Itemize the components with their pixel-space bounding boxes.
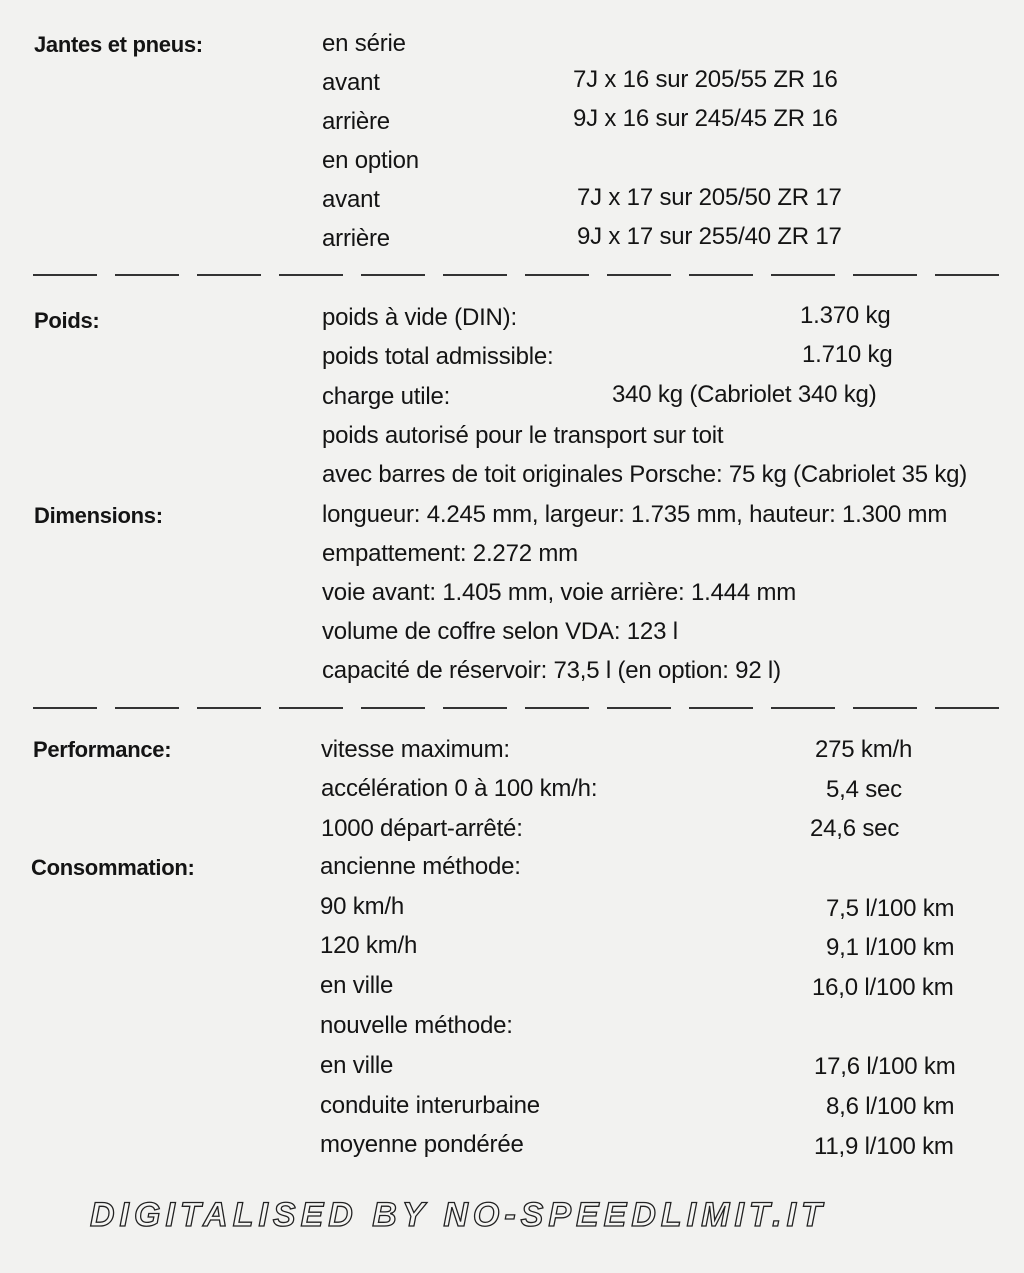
poids-vide-value: 1.370 kg: [800, 302, 891, 329]
poids-charge-label: charge utile:: [322, 383, 451, 410]
dimensions-line-2: empattement: 2.272 mm: [322, 540, 578, 567]
consommation-120-label: 120 km/h: [320, 932, 418, 959]
jantes-option-heading: en option: [322, 147, 419, 174]
section-label-jantes: Jantes et pneus:: [34, 32, 203, 57]
consommation-nouvelle-ville-label: en ville: [320, 1052, 394, 1079]
dimensions-line-4: volume de coffre selon VDA: 123 l: [322, 618, 678, 645]
jantes-option-arriere-label: arrière: [322, 225, 390, 252]
jantes-serie-arriere-label: arrière: [322, 108, 390, 135]
consommation-moyenne-label: moyenne pondérée: [320, 1131, 524, 1158]
consommation-90-label: 90 km/h: [320, 893, 404, 920]
consommation-nouvelle-heading: nouvelle méthode:: [320, 1012, 513, 1039]
consommation-ancienne-heading: ancienne méthode:: [320, 853, 521, 880]
section-label-performance: Performance:: [33, 737, 172, 762]
performance-accel-label: accélération 0 à 100 km/h:: [321, 775, 598, 802]
section-label-consommation: Consommation:: [31, 855, 195, 880]
jantes-serie-arriere-value: 9J x 16 sur 245/45 ZR 16: [573, 105, 838, 132]
poids-toit-line2: avec barres de toit originales Porsche: 75 kg (Cabriolet 35 kg): [322, 461, 968, 488]
performance-depart-label: 1000 départ-arrêté:: [321, 815, 523, 842]
poids-vide-label: poids à vide (DIN):: [322, 304, 517, 331]
dimensions-line-1: longueur: 4.245 mm, largeur: 1.735 mm, hauteur: 1.300 mm: [322, 501, 948, 528]
bleed-through-shadow: [760, 24, 1020, 54]
jantes-serie-avant-value: 7J x 16 sur 205/55 ZR 16: [573, 66, 838, 93]
jantes-option-avant-value: 7J x 17 sur 205/50 ZR 17: [577, 184, 842, 211]
consommation-interurbaine-value: 8,6 l/100 km: [826, 1093, 955, 1120]
poids-toit-line1: poids autorisé pour le transport sur toit: [322, 422, 724, 449]
consommation-moyenne-value: 11,9 l/100 km: [814, 1133, 954, 1160]
performance-depart-value: 24,6 sec: [810, 815, 900, 842]
poids-total-value: 1.710 kg: [802, 341, 893, 368]
section-divider: [33, 707, 1003, 709]
performance-vmax-value: 275 km/h: [815, 736, 913, 763]
jantes-option-avant-label: avant: [322, 186, 380, 213]
section-divider: [33, 274, 1003, 276]
consommation-nouvelle-ville-value: 17,6 l/100 km: [814, 1053, 956, 1080]
consommation-90-value: 7,5 l/100 km: [826, 895, 955, 922]
jantes-serie-heading: en série: [322, 30, 406, 57]
consommation-ancienne-ville-value: 16,0 l/100 km: [812, 974, 954, 1001]
consommation-ancienne-ville-label: en ville: [320, 972, 394, 999]
consommation-120-value: 9,1 l/100 km: [826, 934, 955, 961]
jantes-serie-avant-label: avant: [322, 69, 380, 96]
section-label-poids: Poids:: [34, 308, 100, 333]
dimensions-line-5: capacité de réservoir: 73,5 l (en option: 92 l): [322, 657, 781, 684]
consommation-interurbaine-label: conduite interurbaine: [320, 1092, 540, 1119]
watermark: DIGITALISED BY NO-SPEEDLIMIT.IT: [90, 1196, 827, 1234]
dimensions-line-3: voie avant: 1.405 mm, voie arrière: 1.444 mm: [322, 579, 797, 606]
poids-charge-value: 340 kg (Cabriolet 340 kg): [612, 381, 877, 408]
performance-vmax-label: vitesse maximum:: [321, 736, 510, 763]
jantes-option-arriere-value: 9J x 17 sur 255/40 ZR 17: [577, 223, 842, 250]
poids-total-label: poids total admissible:: [322, 343, 554, 370]
performance-accel-value: 5,4 sec: [826, 776, 902, 803]
section-label-dimensions: Dimensions:: [34, 503, 163, 528]
